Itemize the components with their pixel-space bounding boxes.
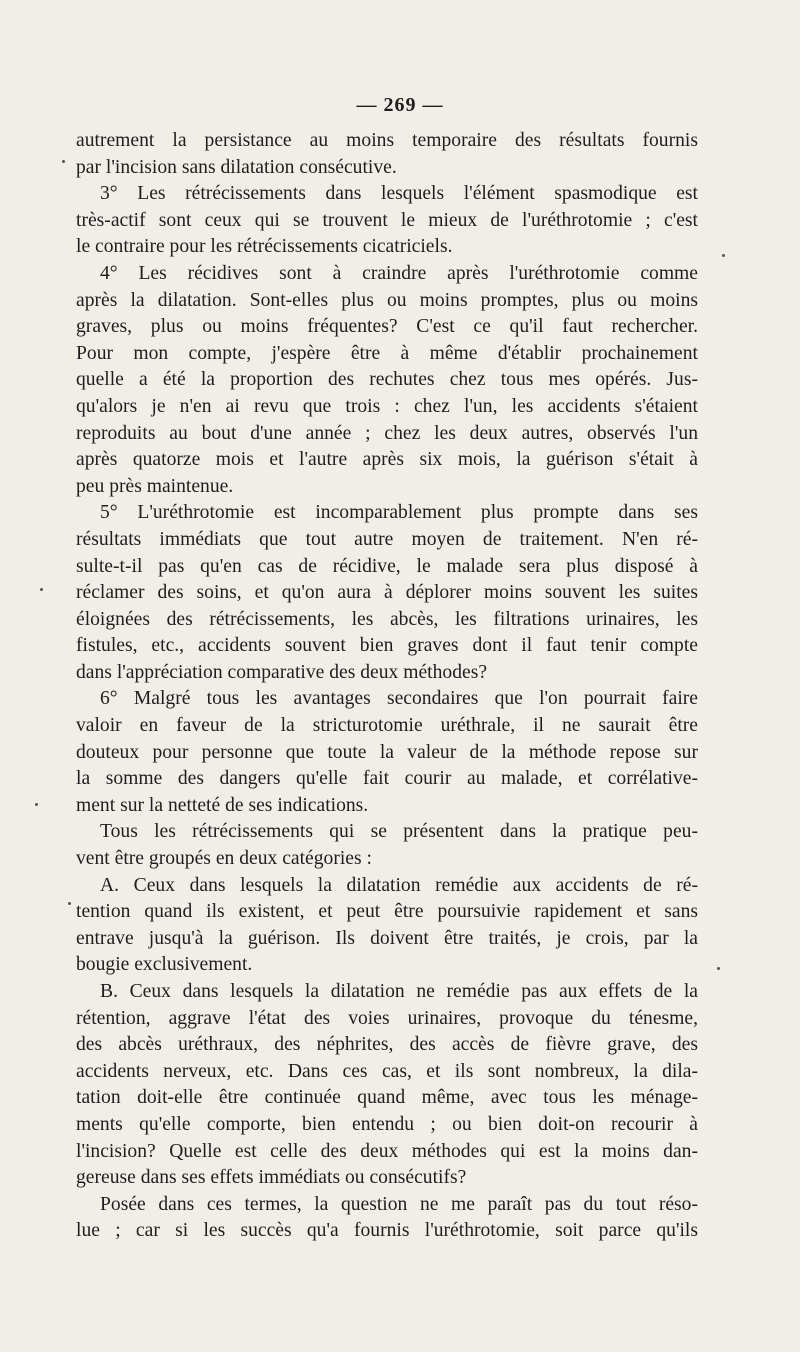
text-line: accidents nerveux, etc. Dans ces cas, et ils sont nombreux, la dila- <box>76 1060 698 1082</box>
text-line: dans l'appréciation comparative des deux méthodes? <box>76 661 488 683</box>
text-line: réclamer des soins, et qu'on aura à déplorer moins souvent les suites <box>76 582 698 604</box>
text-line: 3° Les rétrécissements dans lesquels l'élément spasmodique est <box>100 183 698 205</box>
paper-speck <box>35 803 38 806</box>
text-line: ment sur la netteté de ses indications. <box>76 794 369 816</box>
paper-speck <box>68 902 71 905</box>
paper-speck <box>40 588 43 591</box>
text-line: 6° Malgré tous les avantages secondaires que l'on pourrait faire <box>100 688 698 710</box>
text-line: A. Ceux dans lesquels la dilatation remédie aux accidents de ré- <box>100 874 698 896</box>
text-line: quelle a été la proportion des rechutes chez tous mes opérés. Jus- <box>76 369 698 391</box>
text-line: lue ; car si les succès qu'a fournis l'uréthrotomie, soit parce qu'ils <box>76 1220 698 1242</box>
text-line: valoir en faveur de la stricturotomie uréthrale, il ne saurait être <box>76 715 698 737</box>
text-line: reproduits au bout d'une année ; chez les deux autres, observés l'un <box>76 422 698 444</box>
text-line: ments qu'elle comporte, bien entendu ; ou bien doit-on recourir à <box>76 1113 698 1135</box>
text-line: après quatorze mois et l'autre après six mois, la guérison s'était à <box>76 449 698 471</box>
text-line: gereuse dans ses effets immédiats ou consécutifs? <box>76 1167 467 1189</box>
text-line: des abcès uréthraux, des néphrites, des accès de fièvre grave, des <box>76 1034 698 1056</box>
text-line: l'incision? Quelle est celle des deux méthodes qui est la moins dan- <box>76 1140 698 1162</box>
text-line: entrave jusqu'à la guérison. Ils doivent être traités, je crois, par la <box>76 927 698 949</box>
paper-speck <box>722 254 725 257</box>
text-line: graves, plus ou moins fréquentes? C'est ce qu'il faut rechercher. <box>76 316 698 338</box>
text-line: autrement la persistance au moins temporaire des résultats fournis <box>76 130 698 151</box>
text-line: fistules, etc., accidents souvent bien graves dont il faut tenir compte <box>76 635 698 657</box>
text-line: par l'incision sans dilatation consécutive. <box>76 156 397 178</box>
text-line: 5° L'uréthrotomie est incomparablement plus prompte dans ses <box>100 502 698 524</box>
text-line: résultats immédiats que tout autre moyen de traitement. N'en ré- <box>76 528 698 550</box>
text-line: Posée dans ces termes, la question ne me paraît pas du tout réso- <box>100 1193 698 1215</box>
text-line: le contraire pour les rétrécissements cicatriciels. <box>76 236 453 258</box>
text-line: la somme des dangers qu'elle fait courir au malade, et corrélative- <box>76 768 698 790</box>
text-line: bougie exclusivement. <box>76 954 253 976</box>
text-line: très-actif sont ceux qui se trouvent le mieux de l'uréthrotomie ; c'est <box>76 209 698 231</box>
text-line: qu'alors je n'en ai revu que trois : chez l'un, les accidents s'étaient <box>76 395 698 417</box>
text-line: après la dilatation. Sont-elles plus ou moins promptes, plus ou moins <box>76 289 698 311</box>
text-line: Tous les rétrécissements qui se présentent dans la pratique peu- <box>100 821 698 843</box>
text-line: peu près maintenue. <box>76 475 234 497</box>
text-line: douteux pour personne que toute la valeur de la méthode repose sur <box>76 741 698 763</box>
text-line: 4° Les récidives sont à craindre après l'uréthrotomie comme <box>100 262 698 284</box>
text-line: sulte-t-il pas qu'en cas de récidive, le malade sera plus disposé à <box>76 555 698 577</box>
text-line: Pour mon compte, j'espère être à même d'établir prochainement <box>76 342 698 364</box>
text-line: B. Ceux dans lesquels la dilatation ne remédie pas aux effets de la <box>100 981 698 1002</box>
page-number: — 269 — <box>356 94 444 116</box>
text-line: vent être groupés en deux catégories : <box>76 848 372 870</box>
paper-speck <box>717 967 720 970</box>
text-line: éloignées des rétrécissements, les abcès, les filtrations urinaires, les <box>76 608 698 630</box>
text-line: tention quand ils existent, et peut être poursuivie rapidement et sans <box>76 901 698 923</box>
paper-speck <box>62 160 65 163</box>
body-text <box>76 128 698 1245</box>
text-line: tation doit-elle être continuée quand même, avec tous les ménage- <box>76 1087 698 1109</box>
text-line: rétention, aggrave l'état des voies urinaires, provoque du ténesme, <box>76 1007 698 1029</box>
